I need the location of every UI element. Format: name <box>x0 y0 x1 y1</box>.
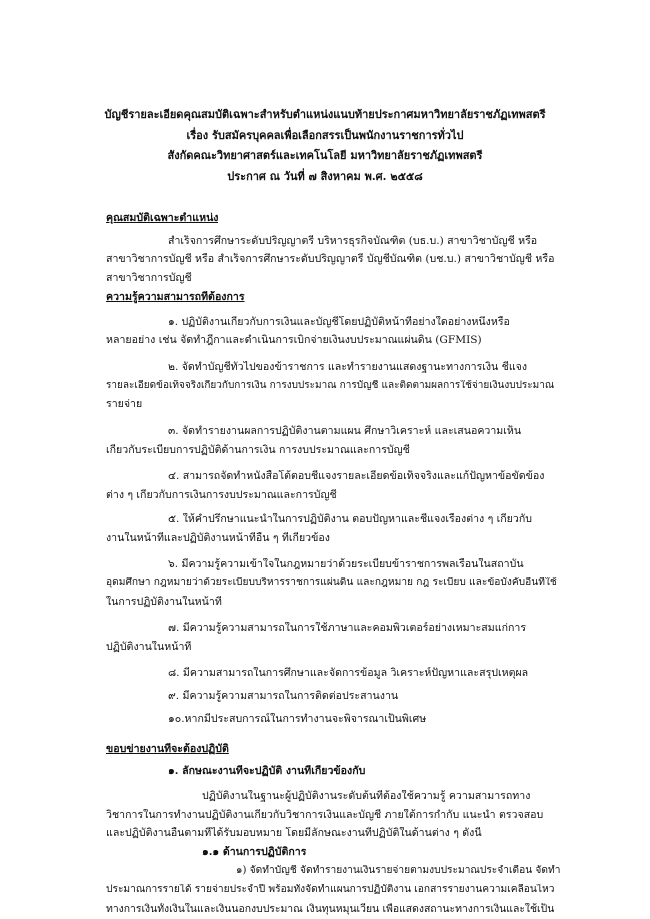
duties-paragraph-line: วิชาการในการทำงานปฏิบัติงานเกี่ยวกับวิชาการเงินและบัญชี ภายใต้การกำกับ แนะนำ ตรวจสอบ <box>106 808 544 821</box>
knowledge-item: ๘. มีความสามารถในการศึกษาและจัดการข้อมูล วิเคราะห์ปัญหาและสรุปเหตุผล <box>168 667 529 680</box>
knowledge-item-cont: ต่าง ๆ เกี่ยวกับการเงินการงบประมาณและการบัญชี <box>106 488 337 501</box>
knowledge-item-cont: งานในหน้าที่และปฏิบัติงานหน้าที่อื่น ๆ ที่เกี่ยวข้อง <box>106 531 330 544</box>
knowledge-item-cont: หลายอย่าง เช่น จัดทำฎีกาและดำเนินการเบิกจ่ายเงินงบประมาณแผ่นดิน (GFMIS) <box>106 334 482 347</box>
duties-subheading: ๑. ลักษณะงานที่จะปฏิบัติ งานที่เกี่ยวข้องกับ <box>168 765 366 778</box>
duties-paragraph-line: ปฏิบัติงานในฐานะผู้ปฏิบัติงานระดับต้นที่ต้องใช้ความรู้ ความสามารถทาง <box>202 789 531 802</box>
qualifications-line: สาขาวิชาการบัญชี หรือ สำเร็จการศึกษาระดับปริญญาตรี บัญชีบัณฑิต (บช.บ.) สาขาวิชาบัญชี หรือ <box>106 253 555 266</box>
duties-item-line: ประมาณการรายได้ รายจ่ายประจำปี พร้อมทั้งจัดทำแผนการปฏิบัติงาน เอกสารรายงานความเคลื่อนไหว <box>106 883 555 895</box>
header-date: ประกาศ ณ วันที่ ๗ สิงหาคม พ.ศ. ๒๕๕๘ <box>227 169 423 183</box>
duties-heading: ขอบข่ายงานที่จะต้องปฏิบัติ <box>106 742 229 755</box>
duties-paragraph-line: และปฏิบัติงานอื่นตามที่ได้รับมอบหมาย โดยมีลักษณะงานที่ปฏิบัติในด้านต่าง ๆ ดังนี้ <box>106 827 482 840</box>
header-subject: เรื่อง รับสมัครบุคคลเพื่อเลือกสรรเป็นพนักงานราชการทั่วไป <box>186 128 464 142</box>
duties-item-line: ทางการเงินทั้งเงินในและเงินนอกงบประมาณ เงินทุนหมุนเวียน เพื่อแสดงสถานะทางการเงินและใช้เป็น <box>106 902 555 915</box>
qualifications-line: สาขาวิชาการบัญชี <box>106 272 192 285</box>
knowledge-item: ๑. ปฏิบัติงานเกี่ยวกับการเงินและบัญชีโดยปฏิบัติหน้าที่อย่างใดอย่างหนึ่งหรือ <box>168 315 510 328</box>
knowledge-item: ๑๐.หากมีประสบการณ์ในการทำงานจะพิจารณาเป็นพิเศษ <box>168 712 427 725</box>
knowledge-item-cont: รายจ่าย <box>106 398 143 411</box>
knowledge-item-cont: อุดมศึกษา กฎหมายว่าด้วยระเบียบบริหารราชการแผ่นดิน และกฎหมาย กฎ ระเบียบ และข้อบังคับอื่นที่ใช้ <box>106 577 557 589</box>
knowledge-item: ๕. ให้คำปรึกษาแนะนำในการปฏิบัติงาน ตอบปัญหาและชี้แจงเรื่องต่าง ๆ เกี่ยวกับ <box>168 513 532 526</box>
header-title: บัญชีรายละเอียดคุณสมบัติเฉพาะสำหรับตำแหน่งแนบท้ายประกาศมหาวิทยาลัยราชภัฏเทพสตรี <box>104 108 546 121</box>
header-affiliation: สังกัดคณะวิทยาศาสตร์และเทคโนโลยี มหาวิทยาลัยราชภัฏเทพสตรี <box>167 149 483 162</box>
knowledge-item: ๖. มีความรู้ความเข้าใจในกฎหมายว่าด้วยระเบียบข้าราชการพลเรือนในสถาบัน <box>168 558 524 571</box>
knowledge-item-cont: ในการปฏิบัติงานในหน้าที่ <box>106 595 222 608</box>
document-header <box>0 108 650 190</box>
duties-section-heading: ๑.๑ ด้านการปฏิบัติการ <box>202 846 307 859</box>
knowledge-item-cont: เกี่ยวกับระเบียบการปฏิบัติด้านการเงิน การงบประมาณและการบัญชี <box>106 443 410 456</box>
knowledge-item-cont: ปฏิบัติงานในหน้าที่ <box>106 641 192 654</box>
qualifications-line: สำเร็จการศึกษาระดับปริญญาตรี บริหารธุรกิจบัณฑิต (บธ.บ.) สาขาวิชาบัญชี หรือ <box>168 234 538 247</box>
knowledge-item: ๔. สามารถจัดทำหนังสือโต้ตอบชี้แจงรายละเอียดข้อเท็จจริงและแก้ปัญหาข้อขัดข้อง <box>168 469 545 482</box>
knowledge-item: ๗. มีความรู้ความสามารถในการใช้ภาษาและคอมพิวเตอร์อย่างเหมาะสมแก่การ <box>168 622 527 635</box>
knowledge-item: ๒. จัดทำบัญชีทั่วไปของข้าราชการ และทำรายงานแสดงฐานะทางการเงิน ชี้แจง <box>168 360 528 373</box>
knowledge-item-cont: รายละเอียดข้อเท็จจริงเกี่ยวกับการเงิน การงบประมาณ การบัญชี และติดตามผลการใช้จ่ายเงินงบประมาณ <box>106 379 555 391</box>
knowledge-item: ๙. มีความรู้ความสามารถในการติดต่อประสานงาน <box>168 690 399 703</box>
knowledge-heading: ความรู้ความสามารถที่ต้องการ <box>106 291 245 304</box>
knowledge-item: ๓. จัดทำรายงานผลการปฏิบัติงานตามแผน ศึกษาวิเคราะห์ และเสนอความเห็น <box>168 424 522 437</box>
duties-item-line: ๑) จัดทำบัญชี จัดทำรายงานเงินรายจ่ายตามงบประมาณประจำเดือน จัดทำ <box>236 865 561 877</box>
qualifications-heading: คุณสมบัติเฉพาะตำแหน่ง <box>106 212 219 224</box>
